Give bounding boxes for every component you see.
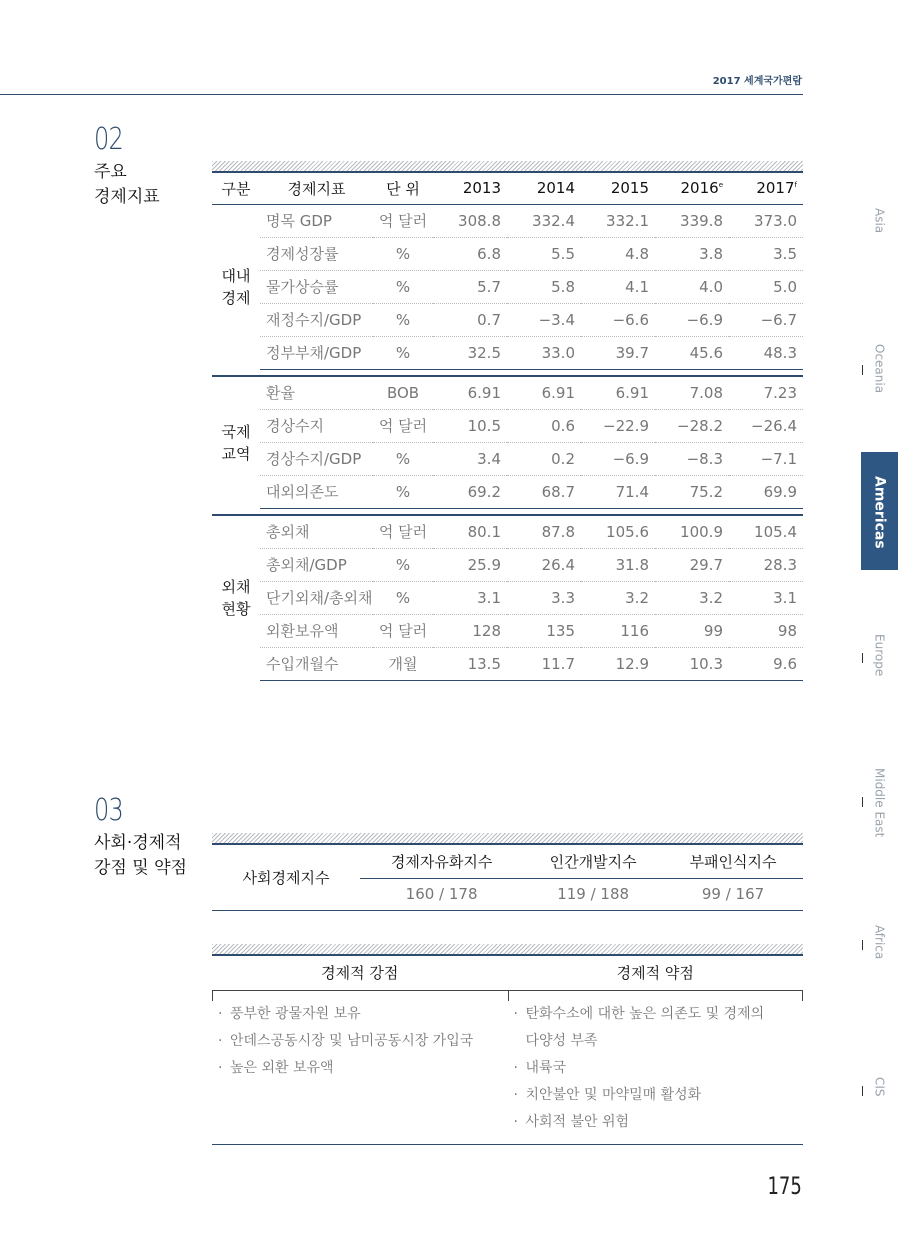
header-rule: [0, 94, 803, 95]
indicator-value: 69.2: [433, 475, 507, 508]
weaknesses-header: 경제적 약점: [616, 964, 694, 982]
indicator-unit: %: [373, 237, 433, 270]
indicator-name: 경상수지/GDP: [260, 442, 373, 475]
indicator-value: 3.2: [581, 581, 655, 614]
index-value: 99 / 167: [663, 878, 803, 910]
table-row: [212, 409, 803, 442]
column-tick: [212, 991, 213, 1001]
indicator-unit: BOB: [373, 376, 433, 409]
table-row: [212, 475, 803, 508]
indicator-value: 3.3: [507, 581, 581, 614]
category-label: 대내 경제: [221, 266, 251, 307]
section-number: 03: [94, 793, 123, 828]
indicator-unit: %: [373, 548, 433, 581]
indicator-value: 373.0: [729, 204, 803, 237]
indicator-name: 단기외채/총외채: [260, 581, 373, 614]
indicator-unit: %: [373, 581, 433, 614]
group-gap: [212, 508, 803, 515]
section-title-line1: 사회·경제적: [94, 833, 182, 853]
column-tick: [802, 991, 803, 1001]
category-label: 외채 현황: [212, 515, 260, 680]
indicator-value: 39.7: [581, 336, 655, 369]
side-tab-europe[interactable]: Europe: [861, 634, 898, 679]
indicator-value: 332.4: [507, 204, 581, 237]
col-category: 구분: [212, 173, 260, 204]
indicator-value: 4.1: [581, 270, 655, 303]
indicator-value: 98: [729, 614, 803, 647]
section-title: [94, 831, 187, 881]
indicator-value: 3.8: [655, 237, 729, 270]
weaknesses-column: [508, 991, 804, 1144]
indicator-value: 25.9: [433, 548, 507, 581]
indicator-value: 3.4: [433, 442, 507, 475]
section-title-line2: 경제지표: [94, 187, 160, 207]
indicator-value: 7.23: [729, 376, 803, 409]
indicator-value: 5.5: [507, 237, 581, 270]
indicator-value: −6.9: [655, 303, 729, 336]
indicator-value: 75.2: [655, 475, 729, 508]
indicator-value: 31.8: [581, 548, 655, 581]
indicator-value: 135: [507, 614, 581, 647]
table-row: [212, 548, 803, 581]
hatch-bar: [212, 944, 803, 954]
indicator-value: −28.2: [655, 409, 729, 442]
table-row: [212, 515, 803, 548]
indicator-value: −3.4: [507, 303, 581, 336]
section-title-line2: 강점 및 약점: [94, 858, 187, 878]
indicator-name: 총외채/GDP: [260, 548, 373, 581]
indicator-unit: %: [373, 303, 433, 336]
index-col-header: 부패인식지수: [663, 845, 803, 878]
indicator-name: 총외채: [260, 515, 373, 548]
indicator-value: −7.1: [729, 442, 803, 475]
indicator-value: 5.8: [507, 270, 581, 303]
indicator-value: 99: [655, 614, 729, 647]
indicator-value: 308.8: [433, 204, 507, 237]
index-col-header: 경제자유화지수: [360, 845, 523, 878]
indicator-value: 116: [581, 614, 655, 647]
col-year: 2016e: [655, 173, 729, 204]
list-item: · 치안불안 및 마약밀매 활성화: [513, 1087, 702, 1103]
category-label: 국제 교역: [212, 376, 260, 508]
indicator-value: 7.08: [655, 376, 729, 409]
indicator-value: 105.4: [729, 515, 803, 548]
tab-marker: [862, 1086, 863, 1096]
page-number: 175: [767, 1172, 802, 1200]
table-row: [212, 614, 803, 647]
socioeconomic-index-table: [212, 845, 803, 911]
indicator-value: 0.7: [433, 303, 507, 336]
side-tab-middle-east[interactable]: Middle East: [861, 768, 898, 833]
indicator-unit: 억 달러: [373, 614, 433, 647]
indicator-value: 68.7: [507, 475, 581, 508]
indicator-unit: 억 달러: [373, 204, 433, 237]
group-gap: [212, 369, 803, 376]
tab-marker: [862, 940, 863, 950]
section-title: [94, 160, 160, 210]
indicator-name: 환율: [260, 376, 373, 409]
indicator-value: 3.1: [729, 581, 803, 614]
indicator-value: 105.6: [581, 515, 655, 548]
indicator-value: −6.7: [729, 303, 803, 336]
indicator-value: 5.0: [729, 270, 803, 303]
indicator-value: 9.6: [729, 647, 803, 680]
strengths-weaknesses-body: [212, 991, 803, 1145]
indicator-unit: 개월: [373, 647, 433, 680]
section-number: 02: [94, 122, 123, 157]
table-row: [212, 204, 803, 237]
indicator-unit: %: [373, 475, 433, 508]
table-row: [212, 376, 803, 409]
index-value: 160 / 178: [360, 878, 523, 910]
indicator-value: −6.9: [581, 442, 655, 475]
list-item: · 안데스공동시장 및 남미공동시장 가입국: [218, 1033, 474, 1049]
index-value: 119 / 188: [523, 878, 663, 910]
side-tab-oceania[interactable]: Oceania: [861, 344, 898, 389]
indicator-name: 경제성장률: [260, 237, 373, 270]
indicator-value: 100.9: [655, 515, 729, 548]
indicator-unit: %: [373, 336, 433, 369]
indicator-value: 33.0: [507, 336, 581, 369]
list-item: · 사회적 불안 위험: [513, 1114, 630, 1130]
indicator-value: 13.5: [433, 647, 507, 680]
section-title-line1: 주요: [94, 162, 127, 182]
indicator-value: −8.3: [655, 442, 729, 475]
indicator-unit: 억 달러: [373, 409, 433, 442]
table-row: [212, 581, 803, 614]
indicator-value: 3.5: [729, 237, 803, 270]
row-header: 사회경제지수: [212, 845, 360, 910]
indicator-name: 외환보유액: [260, 614, 373, 647]
indicator-name: 정부부채/GDP: [260, 336, 373, 369]
indicator-name: 명목 GDP: [260, 204, 373, 237]
col-year: 2013: [433, 173, 507, 204]
indicator-name: 수입개월수: [260, 647, 373, 680]
indicator-value: 48.3: [729, 336, 803, 369]
indicator-value: 87.8: [507, 515, 581, 548]
indicator-name: 경상수지: [260, 409, 373, 442]
indicator-value: 69.9: [729, 475, 803, 508]
list-item-continuation: 다양성 부족: [525, 1033, 598, 1049]
indicator-value: 3.1: [433, 581, 507, 614]
indicator-value: 6.8: [433, 237, 507, 270]
col-year: 2015: [581, 173, 655, 204]
indicator-name: 재정수지/GDP: [260, 303, 373, 336]
col-unit: 단 위: [373, 173, 433, 204]
indicator-value: 10.5: [433, 409, 507, 442]
indicator-name: 대외의존도: [260, 475, 373, 508]
indicator-value: 6.91: [433, 376, 507, 409]
indicator-value: 5.7: [433, 270, 507, 303]
indicator-value: 32.5: [433, 336, 507, 369]
col-indicator: 경제지표: [260, 173, 373, 204]
indicator-value: 45.6: [655, 336, 729, 369]
column-tick: [508, 991, 509, 1001]
indicator-value: −26.4: [729, 409, 803, 442]
side-tab-cis[interactable]: CIS: [861, 1077, 898, 1099]
indicator-value: 71.4: [581, 475, 655, 508]
indicator-value: −22.9: [581, 409, 655, 442]
indicator-value: 6.91: [507, 376, 581, 409]
col-year: 2017$^f$: [729, 173, 803, 204]
running-header: 2017 세계국가편람: [712, 76, 802, 87]
list-item: · 풍부한 광물자원 보유: [218, 1006, 361, 1022]
index-col-header: 인간개발지수: [523, 845, 663, 878]
table-row: [212, 237, 803, 270]
list-item: · 높은 외환 보유액: [218, 1060, 334, 1076]
indicator-value: 3.2: [655, 581, 729, 614]
table-row: [212, 303, 803, 336]
side-tab-americas[interactable]: Americas: [861, 452, 898, 570]
col-year: 2014: [507, 173, 581, 204]
table-row: [212, 442, 803, 475]
indicator-value: 29.7: [655, 548, 729, 581]
indicator-value: 4.8: [581, 237, 655, 270]
indicator-value: 332.1: [581, 204, 655, 237]
side-tab-africa[interactable]: Africa: [861, 925, 898, 960]
tab-marker: [862, 653, 863, 663]
indicator-value: 4.0: [655, 270, 729, 303]
indicator-value: 6.91: [581, 376, 655, 409]
hatch-bar: [212, 161, 803, 171]
indicator-value: 339.8: [655, 204, 729, 237]
indicator-value: 128: [433, 614, 507, 647]
indicator-value: 0.2: [507, 442, 581, 475]
tab-marker: [862, 365, 863, 375]
indicator-value: 26.4: [507, 548, 581, 581]
side-tab-asia[interactable]: Asia: [872, 208, 887, 234]
indicator-value: 0.6: [507, 409, 581, 442]
indicator-unit: %: [373, 270, 433, 303]
strengths-weaknesses-header: [212, 956, 803, 991]
table-row: [212, 270, 803, 303]
hatch-bar: [212, 833, 803, 843]
indicator-value: −6.6: [581, 303, 655, 336]
strengths-header: 경제적 강점: [321, 964, 399, 982]
table-row: [212, 336, 803, 369]
indicator-value: 12.9: [581, 647, 655, 680]
list-item: · 탄화수소에 대한 높은 의존도 및 경제의: [513, 1006, 765, 1022]
indicator-value: 11.7: [507, 647, 581, 680]
tab-marker: [862, 797, 863, 807]
indicator-name: 물가상승률: [260, 270, 373, 303]
indicator-value: 80.1: [433, 515, 507, 548]
indicator-value: 10.3: [655, 647, 729, 680]
economic-indicators-table: [212, 173, 803, 681]
indicator-unit: %: [373, 442, 433, 475]
indicator-unit: 억 달러: [373, 515, 433, 548]
table-row: [212, 647, 803, 680]
indicator-value: 28.3: [729, 548, 803, 581]
strengths-column: [212, 991, 508, 1144]
list-item: · 내륙국: [513, 1060, 567, 1076]
table-header-row: [212, 173, 803, 204]
